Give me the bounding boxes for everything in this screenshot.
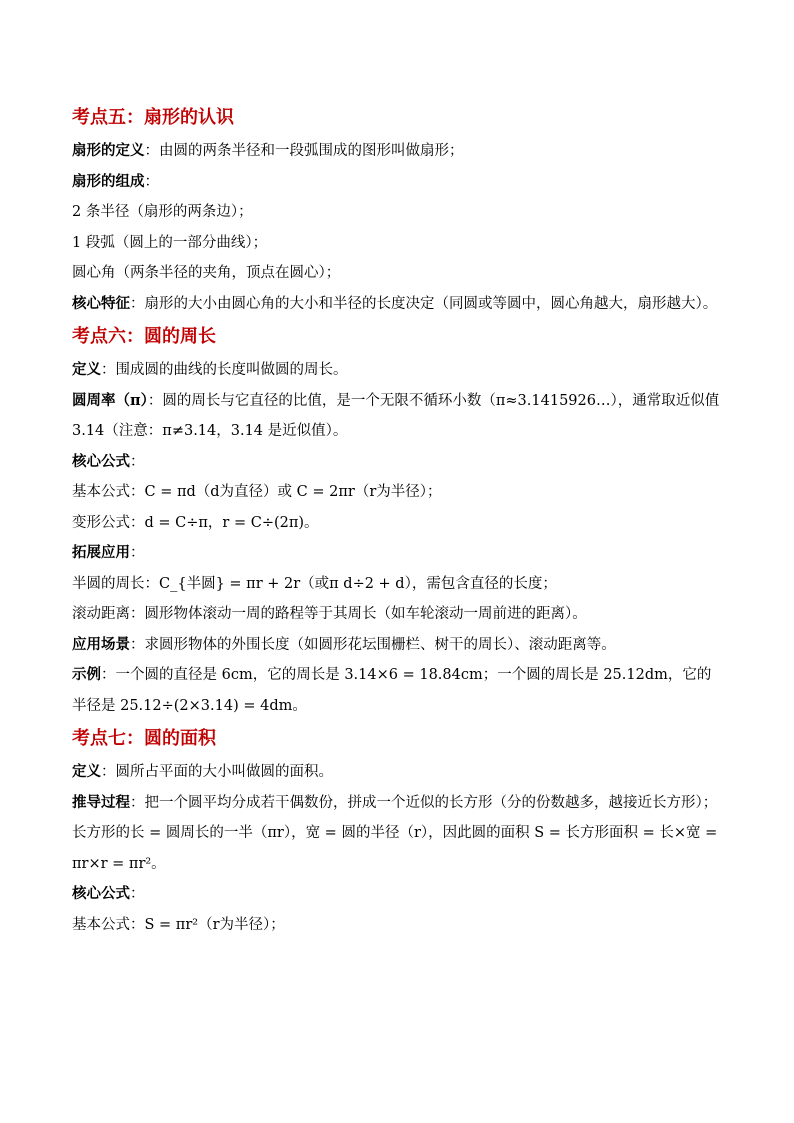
- paragraph: 变形公式：d = C÷π，r = C÷(2π)。: [72, 514, 319, 531]
- paragraph: [72, 630, 724, 661]
- document-content: [72, 104, 724, 940]
- paragraph-text: ：: [130, 453, 145, 470]
- paragraph: [72, 879, 724, 910]
- term-label: 定义: [72, 763, 101, 780]
- term-label: 示例: [72, 666, 101, 683]
- paragraph: [72, 447, 724, 478]
- paragraph: 基本公式：S = πr²（r为半径）；: [72, 916, 285, 933]
- paragraph: [72, 167, 724, 198]
- paragraph-text: ：由圆的两条半径和一段弧围成的图形叫做扇形；: [144, 143, 464, 159]
- paragraph: 半圆的周长：C_{半圆} = πr + 2r（或π d÷2 + d），需包含直径的长度；: [72, 575, 557, 592]
- paragraph: 滚动距离：圆形物体滚动一周的路程等于其周长（如车轮滚动一周前进的距离）。: [72, 606, 587, 622]
- term-label: 拓展应用: [72, 544, 130, 561]
- section-heading: 考点五：扇形的认识: [72, 107, 234, 128]
- paragraph: [72, 355, 724, 386]
- section-heading: 考点七：圆的面积: [72, 728, 216, 749]
- paragraph-text: ：: [130, 545, 145, 561]
- paragraph: [72, 788, 724, 880]
- paragraph-text: ：把一个圆平均分成若干偶数份，拼成一个近似的长方形（分的份数越多，越接近长方形）；长方形的长 = 圆周长的一半（πr），宽 = 圆的半径（r），因此圆的面积 S = 长方形面积 = 长×宽 = πr×r = πr²。: [72, 794, 718, 872]
- paragraph-text: ：: [130, 886, 145, 902]
- term-label: 推导过程: [72, 793, 130, 811]
- term-label: 扇形的组成: [72, 172, 145, 190]
- term-label: 核心特征: [72, 294, 130, 312]
- paragraph: 圆心角（两条半径的夹角，顶点在圆心）；: [72, 265, 341, 281]
- paragraph-text: ：圆所占平面的大小叫做圆的面积。: [101, 764, 333, 780]
- paragraph-text: ：: [144, 173, 159, 190]
- paragraph-text: ：扇形的大小由圆心角的大小和半径的长度决定（同圆或等圆中，圆心角越大，扇形越大）。: [130, 295, 718, 312]
- paragraph-text: ：围成圆的曲线的长度叫做圆的周长。: [101, 362, 348, 378]
- paragraph: [72, 538, 724, 569]
- paragraph-text: ：一个圆的直径是 6cm，它的周长是 3.14×6 = 18.84cm；一个圆的周长是 25.12dm，它的半径是 25.12÷(2×3.14) = 4dm。: [72, 667, 712, 714]
- term-label: 应用场景: [72, 635, 130, 653]
- term-label: 圆周率（π）: [72, 391, 148, 409]
- term-label: 定义: [72, 361, 101, 378]
- paragraph: 基本公式：C = πd（d为直径）或 C = 2πr（r为半径）；: [72, 484, 442, 500]
- paragraph-text: ：圆的周长与它直径的比值，是一个无限不循环小数（π≈3.1415926…），通常取近似值 3.14（注意：π≠3.14，3.14 是近似值）。: [72, 392, 720, 439]
- section-heading: 考点六：圆的周长: [72, 326, 216, 347]
- paragraph: [72, 289, 724, 320]
- paragraph: [72, 136, 724, 167]
- paragraph-text: ：求圆形物体的外围长度（如圆形花坛围栅栏、树干的周长）、滚动距离等。: [130, 636, 616, 653]
- paragraph: 1 段弧（圆上的一部分曲线）；: [72, 234, 268, 251]
- paragraph: [72, 757, 724, 788]
- term-label: 核心公式: [72, 452, 130, 470]
- paragraph: [72, 660, 724, 721]
- paragraph: [72, 386, 724, 447]
- term-label: 扇形的定义: [72, 142, 145, 159]
- term-label: 核心公式: [72, 885, 130, 902]
- paragraph: 2 条半径（扇形的两条边）；: [72, 204, 253, 220]
